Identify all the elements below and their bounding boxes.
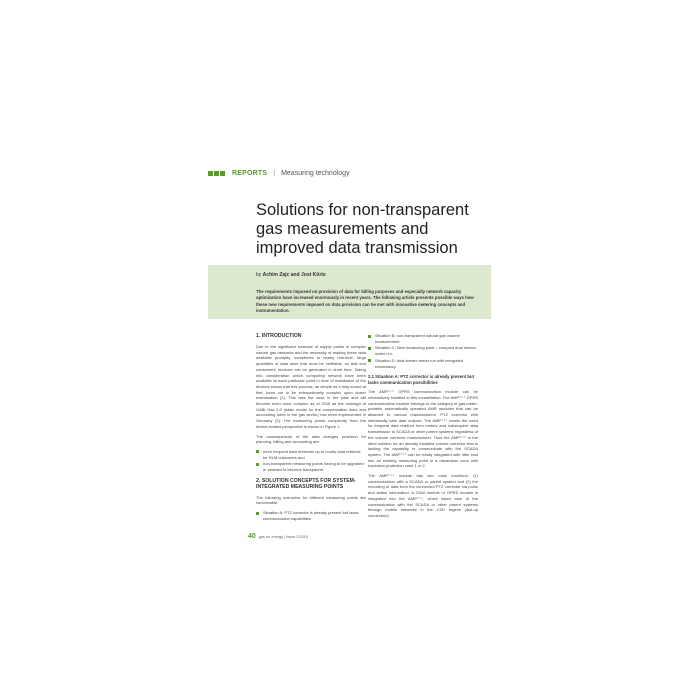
header-square-icon — [208, 171, 213, 176]
bullet-list — [256, 510, 366, 521]
bullet-square-icon — [256, 450, 259, 453]
list-item-text: Situation C: New measuring point – compact dual stream meter n.n. — [375, 345, 476, 357]
list-item — [256, 449, 366, 460]
body-paragraph: The consequences of the data changes provision for planning, billing and accounting are: — [256, 433, 366, 445]
author-names: Achim Zajc and Jost Körte — [262, 272, 326, 278]
introduction-heading: 1. INTRODUCTION — [256, 333, 302, 339]
bullet-list — [368, 333, 478, 369]
solution-concepts-heading: 2. SOLUTION CONCEPTS FOR SYSTEM-INTEGRATED MEASURING POINTS — [256, 477, 356, 490]
list-item — [256, 510, 366, 521]
journal-info: gas for energy | Issue 2/2015 — [258, 535, 308, 539]
list-item — [368, 358, 478, 369]
list-item-text: more frequent data retrievals up to hourly data retrieval for RLM customers and — [263, 448, 361, 460]
body-paragraph: The AMP⁺⁺⁺ GPRS communication module can be retroactively installed in this constellation. The AMP⁺⁺⁺ GPRS communication module belongs to the category of gas-meter-portable automatically operated AMR modules that can be attached to various manufacturers' PTZ corrector with intrinsically safe data outputs. The AMP⁺⁺⁺ meets the need for frequent data readout from meters and subsequent data transmission to SCADA or other parent systems regardless of the volume corrector manufacturer. Thus the AMP⁺⁺⁺ is the ideal solution for an already installed volume corrector that is lacking the capability to communicate with the SCADA system. The AMP⁺⁺⁺ can be easily integrated with little cost into an existing measuring point in a hazardous zone with explosion protection zone 1 or 2. — [368, 389, 478, 469]
header-separator: | — [273, 170, 276, 177]
abstract-text: The requirements imposed on provision of data for billing purposes and especially network capacity optimization have increased enormously in recent years. The following article presents possible ways how these new requirements imposed on data provision can be met with innovative metering concepts and instrumentation. — [256, 289, 474, 314]
situation-a-heading: 2.1 Situation A: PTZ corrector is already present but lacks communication possibilities — [368, 374, 475, 385]
bullet-square-icon — [368, 359, 371, 362]
right-column — [368, 333, 478, 523]
list-item — [368, 345, 478, 356]
bullet-square-icon — [256, 512, 259, 515]
report-label: REPORTS — [232, 170, 268, 177]
left-column — [256, 333, 366, 527]
authors-prefix: by — [256, 272, 262, 278]
authors-line — [256, 272, 326, 278]
page-footer — [248, 533, 308, 540]
list-item-text: Situation B: non-transparent natural gas volume measurement — [375, 333, 460, 344]
page-number: 40 — [248, 533, 256, 540]
body-paragraph: Due to the significant increase of supply points in complex natural gas networks and the necessity of making these data available promptly, sometimes to nearly real-time, large quantities of data arise that must be verifiable, so that end consumers' invoices can be generated in short time. Taking into consideration which computing network have been available at each particular point in time of installation of the devices shows that this process, as simple as it may sound at first, turns out to be extraordinarily complex upon closer examination [1]. This was the case in the past and will become even more complex as of 2015 as the redesign of GABi Gas 2.0 (basic model for the compensation lines and accounting rules in the gas sector) has been implemented in Germany [2]. The measuring points complexity from the device-related perspective is shown in Figure 1. — [256, 344, 366, 429]
body-paragraph: The following scenarios for different measuring points are conceivable: — [256, 494, 366, 506]
bullet-list — [256, 449, 366, 473]
bullet-square-icon — [368, 347, 371, 350]
header-square-icon — [220, 171, 225, 176]
list-item-text: non-transparent measuring points having to be upgraded or enabled to become transparent. — [263, 461, 364, 473]
bullet-square-icon — [256, 463, 259, 466]
section-label: Measuring technology — [281, 170, 350, 177]
report-header — [208, 170, 350, 177]
list-item-text: Situation A: PTZ corrector is already present but lacks communication capabilities — [263, 510, 359, 521]
body-paragraph: The AMP⁺⁺⁺ module has two main functions: (1) communication with a SCADA or parent system and (2) the recording of data from the connected PTZ corrector via pulse and status information. A GSM module or GPRS modem is integrated into the AMP⁺⁺⁺, which takes care of the communication with the SCADA or other parent systems through mobile networks in the CSD regime (dial-up connection). — [368, 473, 478, 518]
header-square-icon — [214, 171, 219, 176]
list-item — [368, 333, 478, 344]
header-squares — [208, 171, 225, 176]
article-title: Solutions for non-transparent gas measurements and improved data transmission — [256, 201, 469, 257]
bullet-square-icon — [368, 335, 371, 338]
list-item-text: Situation D: dual stream meter run with integrated redundancy — [375, 357, 464, 369]
list-item — [256, 461, 366, 472]
